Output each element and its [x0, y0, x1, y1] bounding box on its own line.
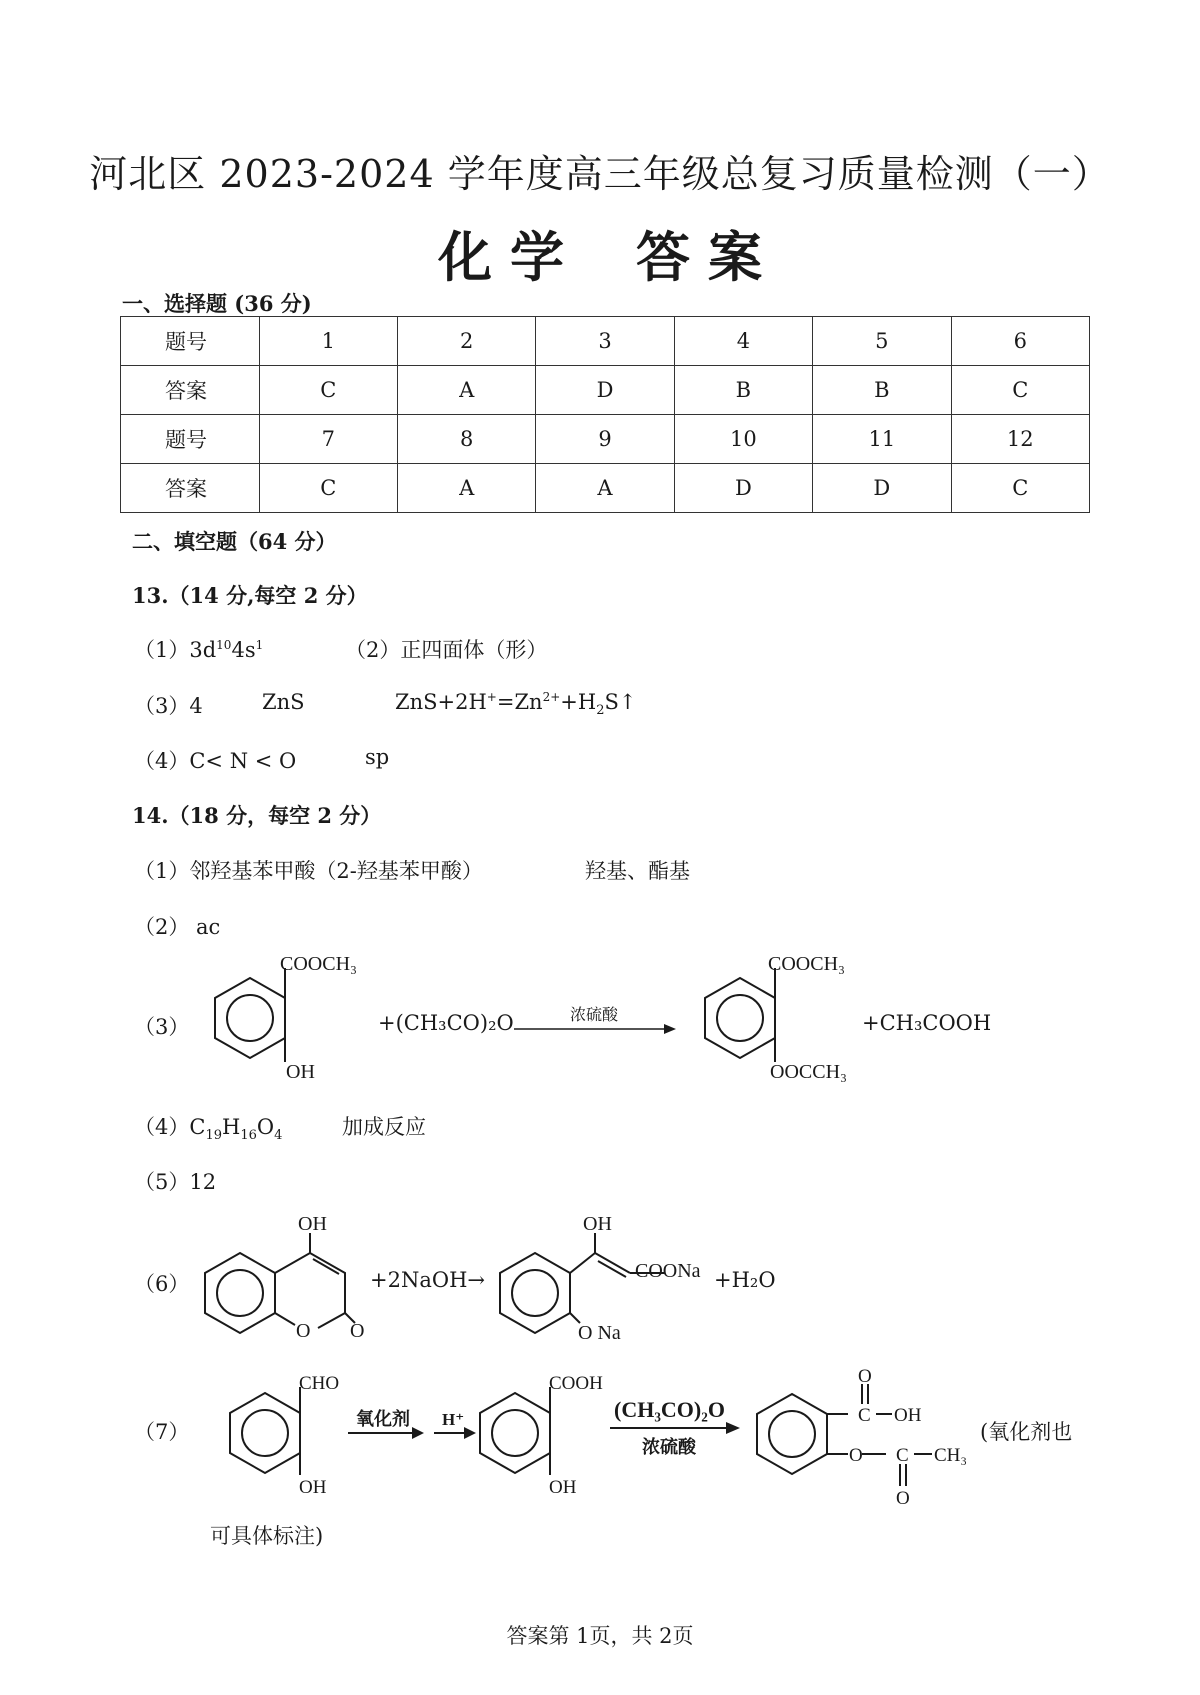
question-heading: 14.（18 分，每空 2 分）: [132, 803, 382, 828]
table-row: [121, 366, 1090, 415]
substituent-label: OOCCH₃: [770, 1061, 847, 1083]
answer-text: （1）邻羟基苯甲酸（2-羟基苯甲酸）: [134, 859, 483, 883]
table-cell: C: [259, 464, 397, 513]
superscript: 10: [216, 638, 232, 652]
formula-part: H: [221, 1115, 241, 1139]
table-cell: A: [397, 464, 535, 513]
formula-part: （4）C: [134, 1115, 206, 1139]
ionic-equation: [395, 690, 637, 719]
aspirin-structure: [752, 1366, 992, 1522]
row-label: 答案: [121, 464, 260, 513]
table-cell: D: [674, 464, 812, 513]
molecular-formula: [134, 1111, 283, 1144]
table-row: [121, 317, 1090, 366]
substituent-label: COOH: [549, 1373, 603, 1394]
arrow-condition: 氧化剂: [356, 1409, 410, 1429]
arrow-condition: 浓硫酸: [642, 1437, 696, 1457]
arrow-condition: 浓硫酸: [570, 1007, 619, 1024]
answer-text: （5）12: [134, 1170, 217, 1194]
table-cell: 9: [536, 415, 674, 464]
arrow-condition: (CH₃CO)₂O: [614, 1397, 725, 1422]
answer-text: （1）3d: [134, 638, 217, 662]
answer-line: [134, 634, 263, 664]
salicylic-acid-structure: [475, 1373, 615, 1498]
formula-part: O: [256, 1115, 275, 1139]
atom-label: C: [858, 1405, 871, 1426]
answer-label: （7）: [134, 1420, 190, 1444]
table-cell: 10: [674, 415, 812, 464]
table-cell: 12: [951, 415, 1089, 464]
atom-label: C: [896, 1445, 909, 1466]
table-cell: C: [951, 464, 1089, 513]
substituent-label: COONa: [635, 1260, 701, 1282]
superscript: 1: [255, 638, 264, 652]
reagent-text: +(CH₃CO)₂O: [378, 1011, 514, 1035]
substituent-label: OH: [583, 1213, 612, 1235]
ring-atom-label: O: [296, 1320, 311, 1342]
table-cell: 5: [813, 317, 951, 366]
coumarin-structure: [195, 1215, 365, 1345]
table-cell: 4: [674, 317, 812, 366]
answer-table: [120, 316, 1090, 513]
answer-label: （6）: [134, 1272, 190, 1296]
answer-text: sp: [365, 745, 390, 769]
superscript: 2+: [542, 690, 561, 704]
table-cell: 8: [397, 415, 535, 464]
equation-part: ZnS+2H: [395, 690, 487, 714]
row-label: 题号: [121, 415, 260, 464]
substituent-label: CHO: [299, 1373, 340, 1394]
byproduct-text: +H₂O: [714, 1268, 776, 1292]
page-footer: 答案第 1页，共 2页: [506, 1624, 694, 1648]
equation-part: =Zn: [496, 690, 543, 714]
equation-part: +H: [560, 690, 597, 714]
note-text: (氧化剂也: [980, 1420, 1073, 1444]
table-cell: 6: [951, 317, 1089, 366]
table-cell: C: [259, 366, 397, 415]
subject-char: 案: [708, 226, 762, 289]
table-cell: B: [674, 366, 812, 415]
answer-text: （3）4: [134, 694, 203, 718]
document-title: 河北区 2023-2024 学年度高三年级总复习质量检测（一）: [89, 152, 1111, 196]
table-row: [121, 415, 1090, 464]
atom-label: O: [858, 1366, 872, 1387]
reaction-arrow: [512, 1002, 678, 1042]
section-heading: 二、填空题（64 分）: [132, 529, 337, 554]
substituent-label: O: [350, 1320, 365, 1342]
table-cell: A: [397, 366, 535, 415]
table-cell: 2: [397, 317, 535, 366]
note-text: 可具体标注): [210, 1524, 324, 1548]
byproduct-text: +CH₃COOH: [862, 1011, 992, 1035]
reaction-arrow: [606, 1393, 746, 1463]
answer-label: （3）: [134, 1015, 190, 1039]
atom-label: O: [896, 1488, 910, 1509]
table-cell: 3: [536, 317, 674, 366]
substituent-label: O Na: [578, 1322, 621, 1344]
substituent-label: COOCH₃: [280, 953, 357, 975]
subscript: 19: [205, 1128, 222, 1144]
table-row: [121, 464, 1090, 513]
reaction-arrow: [348, 1405, 480, 1445]
arrow-condition: H⁺: [442, 1410, 465, 1429]
substituent-label: OH: [286, 1061, 315, 1083]
methyl-salicylate-structure: [190, 953, 360, 1083]
reagent-text: +2NaOH→: [370, 1268, 485, 1292]
substituent-label: OH: [894, 1405, 922, 1426]
row-label: 答案: [121, 366, 260, 415]
substituent-label: COOCH₃: [768, 953, 845, 975]
answer-text: （2） ac: [134, 915, 221, 939]
table-cell: A: [536, 464, 674, 513]
equation-part: S↑: [604, 690, 637, 714]
row-label: 题号: [121, 317, 260, 366]
superscript: +: [486, 690, 497, 704]
answer-text: 4s: [231, 638, 256, 662]
substituent-label: OH: [549, 1477, 577, 1498]
aspirin-methyl-ester-structure: [680, 953, 870, 1085]
sodium-salt-structure: [480, 1215, 720, 1345]
table-cell: B: [813, 366, 951, 415]
subject-heading: [0, 215, 1200, 292]
question-heading: 13.（14 分,每空 2 分）: [132, 583, 368, 608]
subject-char: 化: [438, 226, 492, 289]
subject-char: 学: [510, 226, 564, 289]
answer-text: （2）正四面体（形）: [345, 638, 548, 662]
table-cell: D: [536, 366, 674, 415]
salicylaldehyde-structure: [225, 1373, 365, 1498]
atom-label: O: [849, 1445, 863, 1466]
substituent-label: CH₃: [934, 1445, 968, 1466]
table-cell: D: [813, 464, 951, 513]
substituent-label: OH: [299, 1477, 327, 1498]
answer-text: 羟基、酯基: [585, 859, 690, 883]
reaction-type: 加成反应: [342, 1115, 426, 1139]
substituent-label: OH: [298, 1213, 327, 1235]
section-heading: 一、选择题 (36 分): [122, 291, 312, 316]
table-cell: C: [951, 366, 1089, 415]
table-cell: 11: [813, 415, 951, 464]
subscript: 16: [240, 1128, 257, 1144]
answer-text: （4）C< N < O: [134, 749, 297, 773]
subject-char: 答: [636, 226, 690, 289]
subscript: 2: [596, 703, 605, 719]
subscript: 4: [274, 1128, 283, 1144]
table-cell: 7: [259, 415, 397, 464]
answer-text: ZnS: [262, 690, 305, 714]
table-cell: 1: [259, 317, 397, 366]
